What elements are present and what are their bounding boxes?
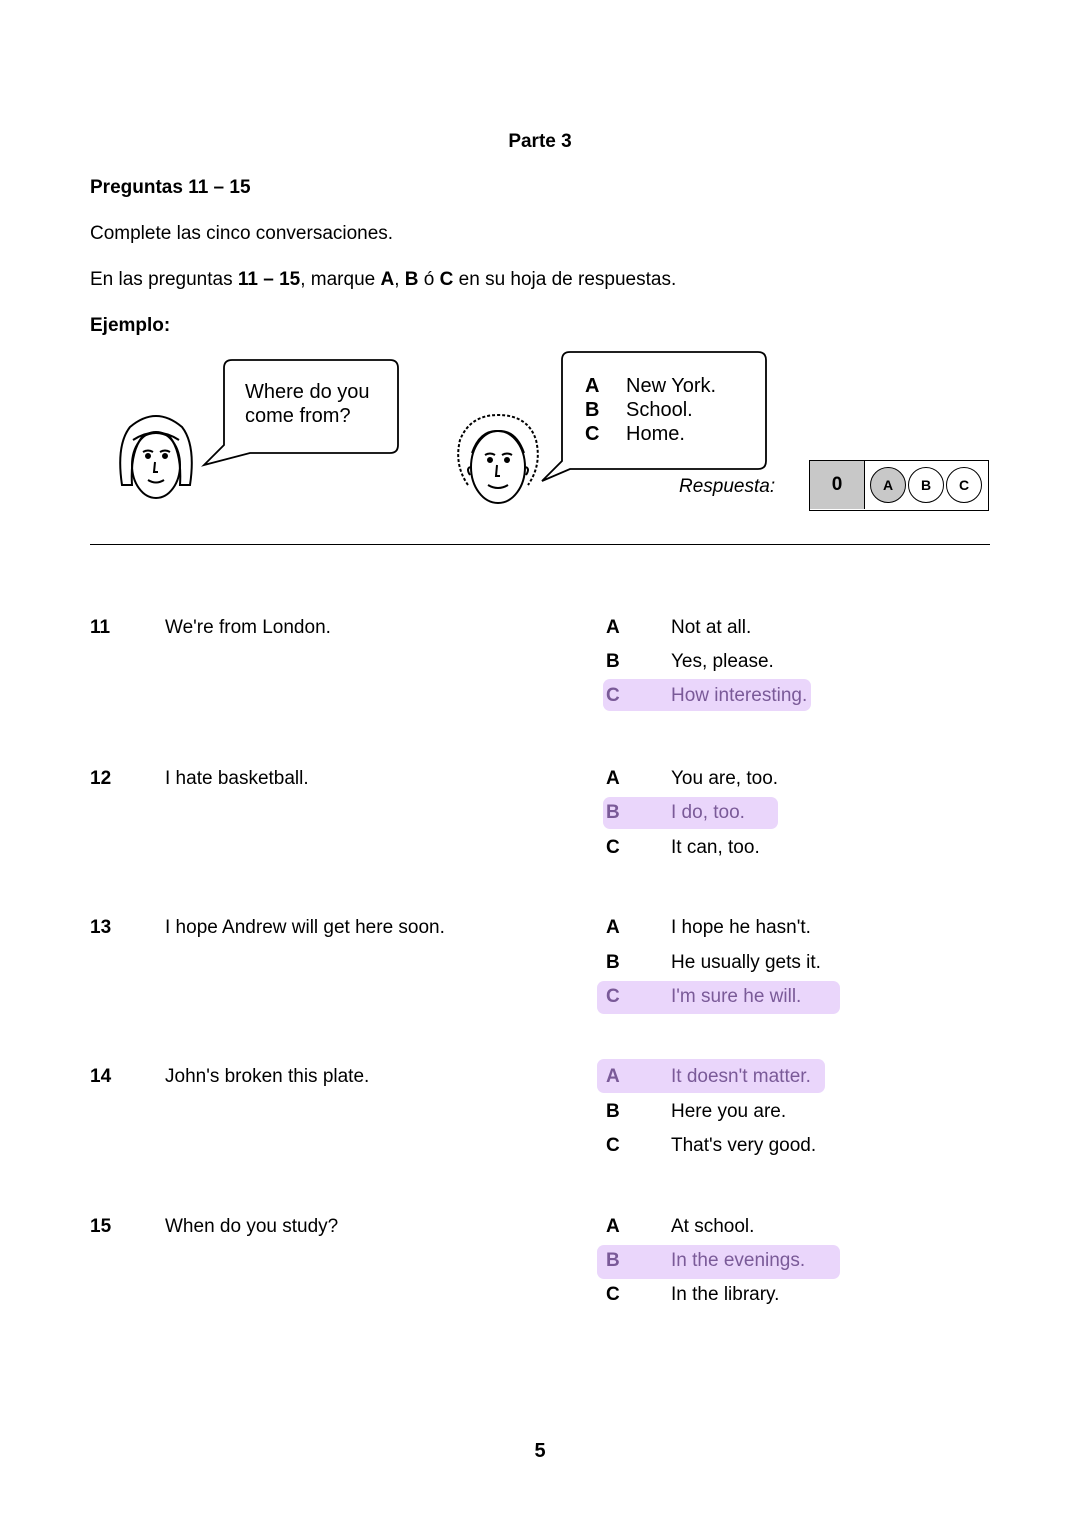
instr-bold: 11 – 15 [237,269,301,290]
instr-bold: A [380,269,395,290]
speech-line-1: Where do you [245,381,370,403]
option-letter: A [606,768,620,789]
example-label: Ejemplo: [90,315,171,336]
question-number: 11 [90,617,111,638]
instr-part: , [394,269,405,290]
example-option-text: Home. [626,423,685,445]
option-text-highlighted: I do, too. [671,802,745,823]
instr-bold: B [404,269,419,290]
page-number: 5 [534,1440,546,1462]
instr-part: En las preguntas [90,269,238,290]
instruction-2 [90,269,676,291]
option-letter: B [606,1101,620,1122]
option-letter-highlighted: C [606,685,620,706]
option-text: That's very good. [671,1135,817,1156]
question-number: 14 [90,1066,112,1087]
question-text: When do you study? [165,1216,339,1237]
section-title: Parte 3 [508,131,572,152]
question-text: We're from London. [165,617,331,638]
instr-part: en su hoja de respuestas. [453,269,677,290]
option-text-highlighted: It doesn't matter. [671,1066,811,1087]
instr-part: ó [418,269,440,290]
question-text: I hate basketball. [165,768,309,789]
option-letter: A [606,917,620,938]
question-number: 13 [90,917,112,938]
instruction-1: Complete las cinco conversaciones. [90,223,394,244]
option-text-highlighted: In the evenings. [671,1250,806,1271]
question-number: 15 [90,1216,112,1237]
option-text: I hope he hasn't. [671,917,811,938]
questions-heading: Preguntas 11 – 15 [90,177,251,198]
option-letter: A [606,1216,620,1237]
option-letter: C [606,837,620,858]
option-text-highlighted: I'm sure he will. [671,986,802,1007]
answer-circle-c: C [946,467,982,503]
option-letter-highlighted: A [606,1066,620,1087]
option-letter: B [606,651,620,672]
question-text: I hope Andrew will get here soon. [165,917,445,938]
answer-label: Respuesta: [679,476,776,497]
example-option-text: School. [626,399,693,421]
speech-line-2: come from? [245,405,351,427]
option-letter: B [606,952,620,973]
option-text: In the library. [671,1284,780,1305]
example-option-text: New York. [626,375,717,397]
man-face-icon [458,415,538,503]
option-text: At school. [671,1216,755,1237]
example-option-letter: C [585,423,600,445]
option-text: Not at all. [671,617,752,638]
example-option-letter: A [585,375,600,397]
option-letter-highlighted: B [606,1250,620,1271]
woman-face-icon [120,416,192,498]
instr-bold: C [439,269,454,290]
option-text-highlighted: How interesting. [671,685,808,706]
option-text: He usually gets it. [671,952,821,973]
example-option-letter: B [585,399,600,421]
option-letter-highlighted: B [606,802,620,823]
instr-part: , marque [300,269,381,290]
answer-number: 0 [810,461,865,509]
option-letter: A [606,617,620,638]
option-text: Here you are. [671,1101,787,1122]
divider-line [90,544,990,545]
option-letter: C [606,1135,620,1156]
answer-circle-b: B [908,467,944,503]
answer-circle-a: A [870,467,906,503]
question-number: 12 [90,768,112,789]
question-text: John's broken this plate. [165,1066,370,1087]
answer-box [809,460,989,511]
option-text: Yes, please. [671,651,774,672]
option-letter: C [606,1284,620,1305]
option-letter-highlighted: C [606,986,620,1007]
option-text: You are, too. [671,768,779,789]
option-text: It can, too. [671,837,760,858]
